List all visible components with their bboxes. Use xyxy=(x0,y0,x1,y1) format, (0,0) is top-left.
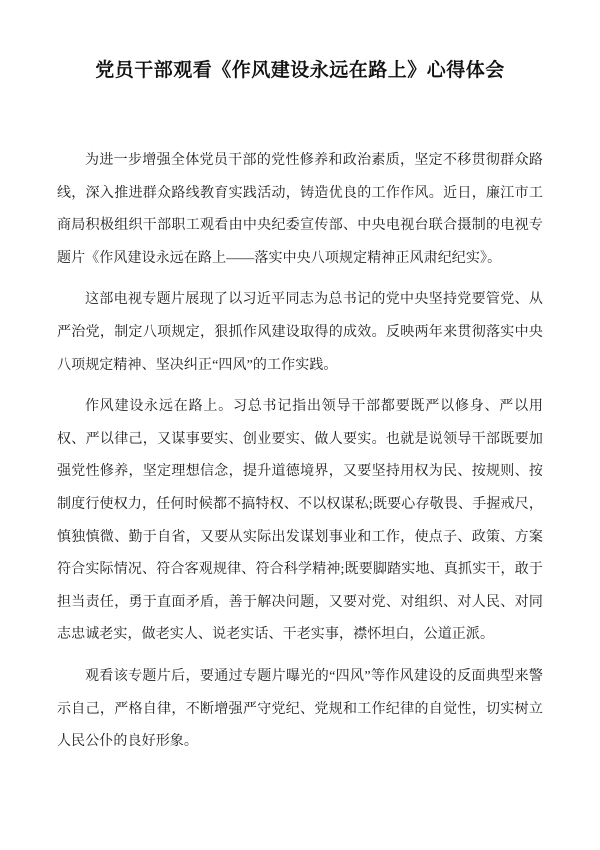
document-paragraph-2: 这部电视专题片展现了以习近平同志为总书记的党中央坚持党要管党、从严治党，制定八项规定，狠抓作风建设取得的成效。反映两年来贯彻落实中央八项规定精神、坚决纠正“四风”的工作实践。 xyxy=(57,292,543,373)
document-title: 党员干部观看《作风建设永远在路上》心得体会 xyxy=(95,60,505,81)
document-paragraph-1: 为进一步增强全体党员干部的党性修养和政治素质，坚定不移贯彻群众路线，深入推进群众路线教育实践活动，铸造优良的工作作风。近日，廉江市工商局积极组织干部职工观看由中央纪委宣传部、中央电视台联合摄制的电视专题片《作风建设永远在路上——落实中央八项规定精神正风肃纪纪实》。 xyxy=(57,153,543,266)
document-paragraph-4: 观看该专题片后，要通过专题片曝光的“四风”等作风建设的反面典型来警示自己，严格自律，不断增强严守党纪、党规和工作纪律的自觉性，切实树立人民公仆的良好形象。 xyxy=(57,668,543,750)
document-paragraph-3: 作风建设永远在路上。习总书记指出领导干部都要既严以修身、严以用权、严以律己，又谋事要实、创业要实、做人要实。也就是说领导干部既要加强党性修养，坚定理想信念，提升道德境界，又要坚持用权为民、按规则、按制度行使权力，任何时候都不搞特权、不以权谋私;既要心存敬畏、手握戒尺，慎独慎微、勤于自省，又要从实际出发谋划事业和工作，使点子、政策、方案符合实际情况、符合客观规律、符合科学精神;既要脚踏实地、真抓实干，敢于担当责任，勇于直面矛盾，善于解决问题，又要对党、对组织、对人民、对同志忠诚老实，做老实人、说老实话、干老实事，襟怀坦白，公道正派。 xyxy=(57,399,543,643)
